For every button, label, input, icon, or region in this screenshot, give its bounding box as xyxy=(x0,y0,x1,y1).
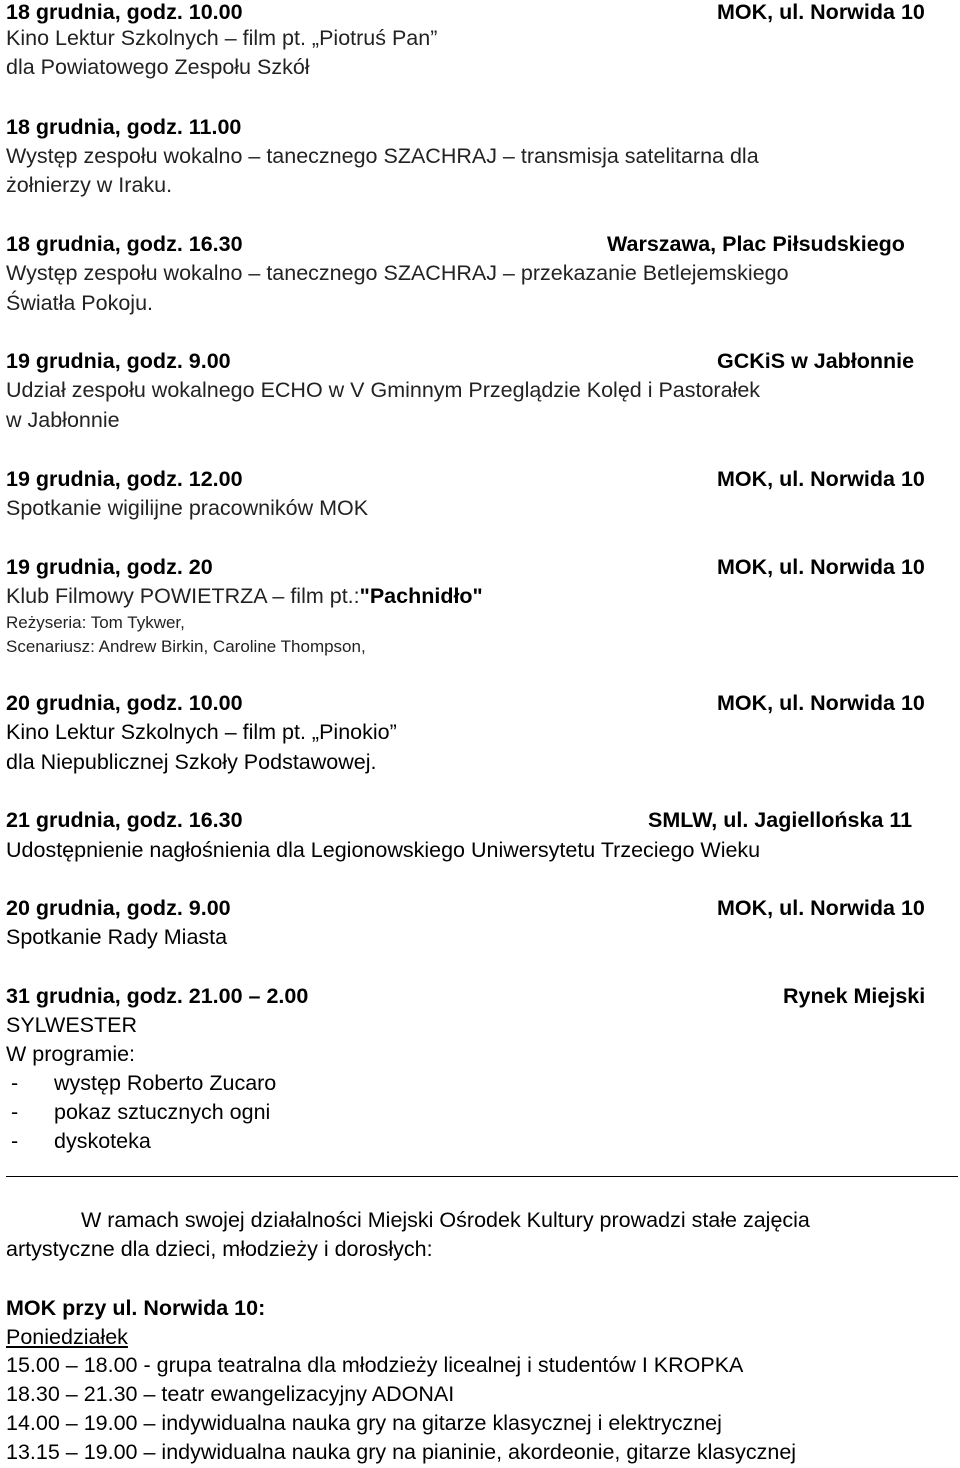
event-7-line-2: dla Niepublicznej Szkoły Podstawowej. xyxy=(6,750,377,774)
event-7-line-1: Kino Lektur Szkolnych – film pt. „Pinokio” xyxy=(6,720,397,744)
list-item: pokaz sztucznych ogni xyxy=(54,1100,271,1124)
event-3-date: 18 grudnia, godz. 16.30 xyxy=(6,232,243,256)
event-4-location: GCKiS w Jabłonnie xyxy=(717,349,915,373)
event-3-line-1: Występ zespołu wokalno – tanecznego SZACHRAJ – przekazanie Betlejemskiego xyxy=(6,261,789,285)
schedule-item: 18.30 – 21.30 – teatr ewangelizacyjny ADONAI xyxy=(6,1382,455,1406)
event-4-line-2: w Jabłonnie xyxy=(6,408,120,432)
schedule-item: 13.15 – 19.00 – indywidualna nauka gry na pianinie, akordeonie, gitarze klasycznej xyxy=(6,1440,797,1464)
list-item: dyskoteka xyxy=(54,1129,151,1153)
event-1-line-2: dla Powiatowego Zespołu Szkół xyxy=(6,55,310,79)
list-marker: - xyxy=(11,1071,19,1095)
event-1-date: 18 grudnia, godz. 10.00 xyxy=(6,0,243,24)
event-2-date: 18 grudnia, godz. 11.00 xyxy=(6,115,242,139)
event-1-location: MOK, ul. Norwida 10 xyxy=(717,0,925,24)
event-4-date: 19 grudnia, godz. 9.00 xyxy=(6,349,231,373)
event-8-date: 21 grudnia, godz. 16.30 xyxy=(6,808,243,832)
event-5-line-1: Spotkanie wigilijne pracowników MOK xyxy=(6,496,369,520)
event-9-line-1: Spotkanie Rady Miasta xyxy=(6,925,228,949)
event-1-line-1: Kino Lektur Szkolnych – film pt. „Piotruś Pan” xyxy=(6,26,438,50)
event-9-date: 20 grudnia, godz. 9.00 xyxy=(6,896,231,920)
event-5-location: MOK, ul. Norwida 10 xyxy=(717,467,925,491)
event-6-date: 19 grudnia, godz. 20 xyxy=(6,555,213,579)
event-8-line-1: Udostępnienie nagłośnienia dla Legionowskiego Uniwersytetu Trzeciego Wieku xyxy=(6,838,761,862)
event-6-title-prefix: Klub Filmowy POWIETRZA – film pt.: xyxy=(6,584,360,608)
event-6-title-bold: "Pachnidło" xyxy=(359,584,483,608)
event-3-location: Warszawa, Plac Piłsudskiego xyxy=(607,232,905,256)
section-day: Poniedziałek xyxy=(6,1325,128,1349)
event-6-title xyxy=(6,581,483,611)
event-7-date: 20 grudnia, godz. 10.00 xyxy=(6,691,243,715)
event-7-location: MOK, ul. Norwida 10 xyxy=(717,691,925,715)
event-6-screenplay: Scenariusz: Andrew Birkin, Caroline Thompson, xyxy=(6,637,366,656)
divider xyxy=(6,1176,958,1177)
event-10-location: Rynek Miejski xyxy=(783,984,926,1008)
list-marker: - xyxy=(11,1100,19,1124)
event-3-line-2: Światła Pokoju. xyxy=(6,291,153,315)
list-marker: - xyxy=(11,1129,19,1153)
event-6-location: MOK, ul. Norwida 10 xyxy=(717,555,925,579)
schedule-item: 15.00 – 18.00 - grupa teatralna dla młodzieży licealnej i studentów I KROPKA xyxy=(6,1353,744,1377)
intro-line-1: W ramach swojej działalności Miejski Ośrodek Kultury prowadzi stałe zajęcia xyxy=(81,1208,810,1232)
event-10-date: 31 grudnia, godz. 21.00 – 2.00 xyxy=(6,984,309,1008)
event-5-date: 19 grudnia, godz. 12.00 xyxy=(6,467,243,491)
event-4-line-1: Udział zespołu wokalnego ECHO w V Gminnym Przeglądzie Kolęd i Pastorałek xyxy=(6,378,761,402)
event-2-line-1: Występ zespołu wokalno – tanecznego SZACHRAJ – transmisja satelitarna dla xyxy=(6,144,759,168)
schedule-item: 14.00 – 19.00 – indywidualna nauka gry na gitarze klasycznej i elektrycznej xyxy=(6,1411,722,1435)
section-heading: MOK przy ul. Norwida 10: xyxy=(6,1296,266,1320)
intro-line-2: artystyczne dla dzieci, młodzieży i dorosłych: xyxy=(6,1237,433,1261)
event-10-line-1: SYLWESTER xyxy=(6,1013,138,1037)
event-10-line-2: W programie: xyxy=(6,1042,136,1066)
event-6-director: Reżyseria: Tom Tykwer, xyxy=(6,613,185,632)
event-9-location: MOK, ul. Norwida 10 xyxy=(717,896,925,920)
list-item: występ Roberto Zucaro xyxy=(54,1071,277,1095)
event-2-line-2: żołnierzy w Iraku. xyxy=(6,173,173,197)
event-8-location: SMLW, ul. Jagiellońska 11 xyxy=(648,808,913,832)
